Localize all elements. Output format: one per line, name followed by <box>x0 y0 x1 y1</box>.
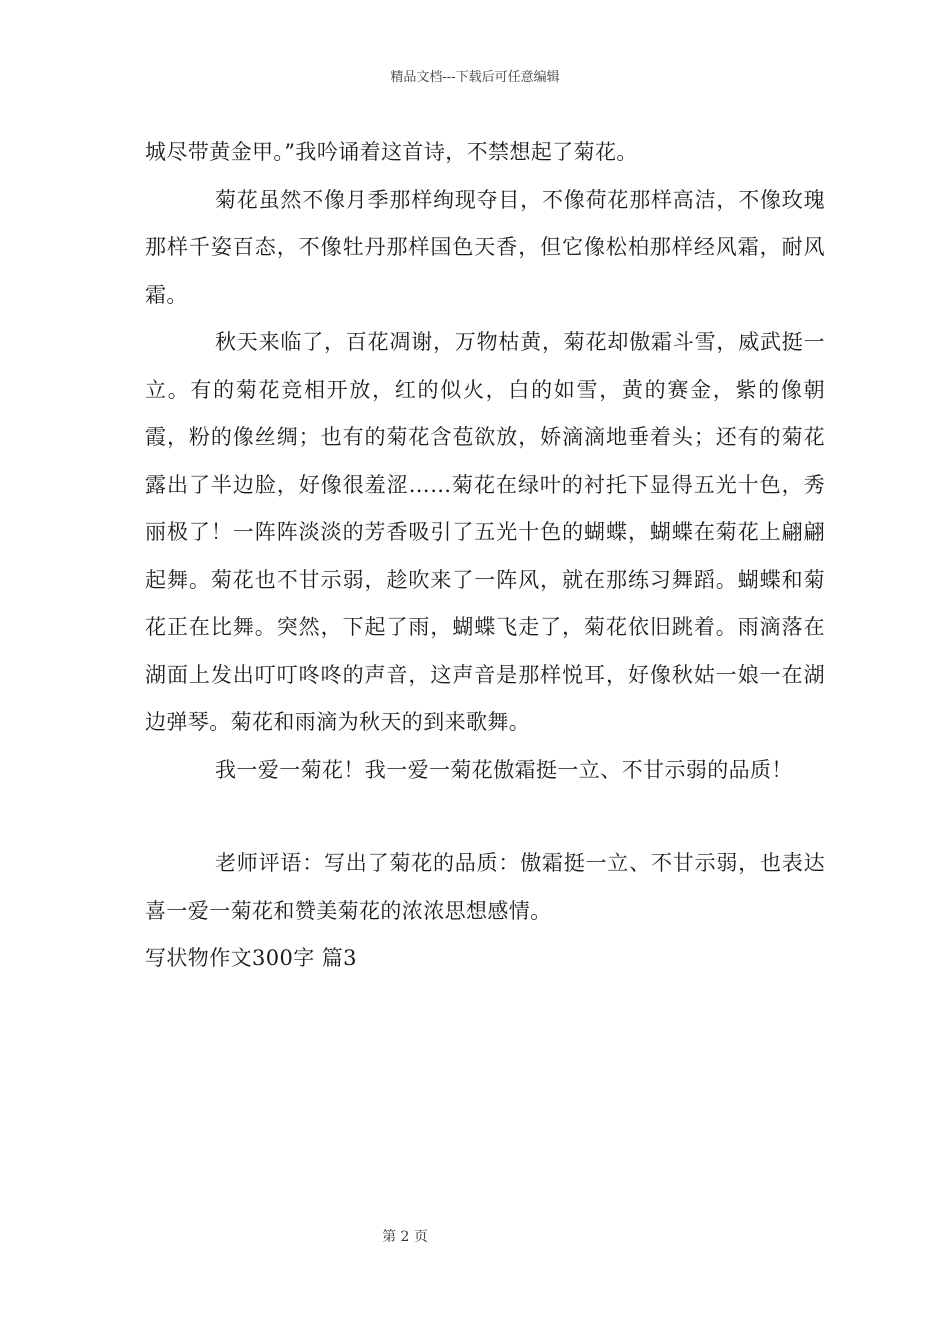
paragraph-spacer <box>145 794 825 840</box>
page-number: 第 2 页 <box>382 1229 428 1245</box>
paragraph-poem-ending: 城尽带黄金甲。”我吟诵着这首诗，不禁想起了菊花。 <box>145 140 638 164</box>
paragraph-teacher-comment: 老师评语：写出了菊花的品质：傲霜挺一立、不甘示弱，也表达喜一爱一菊花和赞美菊花的浓浓思想感情。 <box>145 851 825 923</box>
paragraph-love-chrysanthemum: 我一爱一菊花！我一爱一菊花傲霜挺一立、不甘示弱的品质！ <box>215 757 793 782</box>
section-heading: 写状物作文300字 篇3 <box>145 946 357 970</box>
page-header: 精品文档---下载后可任意编辑 <box>390 70 560 85</box>
paragraph-chrysanthemum-comparison: 菊花虽然不像月季那样绚现夺目，不像荷花那样高洁，不像玫瑰那样千姿百态，不像牡丹那样国色天香，但它像松柏那样经风霜，耐风霜。 <box>145 187 825 307</box>
paragraph-autumn-description: 秋天来临了，百花凋谢，万物枯黄，菊花却傲霜斗雪，威武挺一立。有的菊花竞相开放，红的似火，白的如雪，黄的赛金，紫的像朝霞，粉的像丝绸；也有的菊花含苞欲放，娇滴滴地垂着头；还有的菊花露出了半边脸，好像很羞涩……菊花在绿叶的衬托下显得五光十色，秀丽极了！一阵阵淡淡的芳香吸引了五光十色的蝴蝶，蝴蝶在菊花上翩翩起舞。菊花也不甘示弱，趁吹来了一阵风，就在那练习舞蹈。蝴蝶和菊花正在比舞。突然，下起了雨，蝴蝶飞走了，菊花依旧跳着。雨滴落在湖面上发出叮叮咚咚的声音，这声音是那样悦耳，好像秋姑一娘一在湖边弹琴。菊花和雨滴为秋天的到来歌舞。 <box>145 330 825 734</box>
document-body <box>145 129 825 983</box>
